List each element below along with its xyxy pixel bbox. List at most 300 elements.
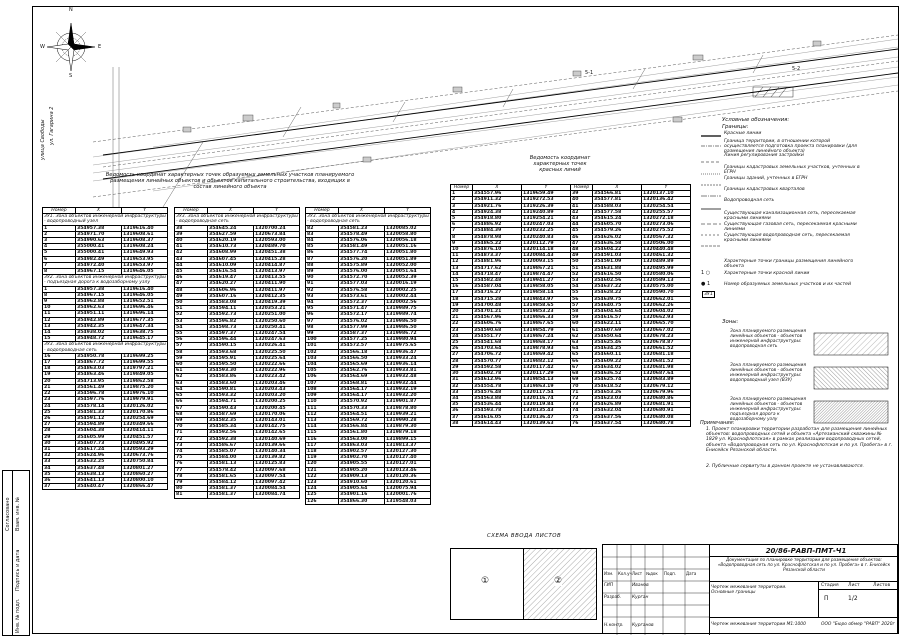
cell-y: 1319853.23 [522,309,571,315]
cell-x: 354590.68 [473,327,522,333]
cell-number: 73 [175,442,208,448]
cell-number: 55 [571,290,593,296]
cell-number: 120 [306,461,339,467]
cell-y: 1320140.69 [254,436,300,442]
cell-y: 1320136.47 [522,414,571,420]
cell-x: 354581.33 [76,409,122,415]
cell-y: 1320075.94 [385,486,431,492]
cell-number: 20 [451,309,473,315]
col-x: X [339,208,385,214]
cell-y: 1319975.65 [385,343,431,349]
cell-y: 1319986.50 [385,324,431,330]
cell-x: 354645.24 [208,225,254,231]
cell-x: 354596.78 [76,391,122,397]
cell-y: 1319858.05 [522,284,571,290]
staff-role-2: Разраб. [604,595,622,600]
title-block [602,544,898,634]
cell-number: 124 [306,486,339,492]
cell-number: 14 [43,330,76,336]
cell-y: 1320084.43 [522,253,571,259]
cell-x: 354598.73 [208,324,254,330]
cell-x: 354967.15 [76,292,122,298]
cell-y: 1320137.10 [642,191,691,197]
cell-x: 354577.99 [339,324,385,330]
cell-number: 8 [43,292,76,298]
cell-x: 354572.70 [339,275,385,281]
cell-y: 1319866.33 [522,315,571,321]
cell-x: 354632.25 [76,459,122,465]
cell-y: 1320240.83 [522,234,571,240]
cell-number: 62 [175,374,208,380]
cell-number: 28 [451,358,473,364]
cell-number: 58 [571,309,593,315]
cell-x: 355000.41 [76,250,122,256]
cell-number: 125 [306,492,339,498]
legend-item: Границы зданий, учтенных в ЕГРН [724,176,808,181]
cell-x: 354591.03 [593,253,642,259]
cell-x: 354902.57 [339,448,385,454]
cell-y: 1319647.34 [122,323,168,329]
cell-number: 26 [43,415,76,421]
cell-number: 102 [306,349,339,355]
cell-number: 72 [571,395,593,401]
cell-y: 1319652.51 [122,299,168,305]
cell-x: 354604.22 [593,247,642,253]
cell-x: 354619.47 [208,275,254,281]
cell-x: 354616.05 [473,414,522,420]
cell-number: 6 [451,222,473,228]
cell-number: 4 [451,209,473,215]
cell-y: 1320127.40 [385,455,431,461]
cell-y: 1319941.27 [522,278,571,284]
cell-number: 49 [571,253,593,259]
cell-y: 1320139.63 [522,420,571,426]
cell-x: 354581.49 [339,244,385,250]
cell-y: 1319882.12 [522,358,571,364]
cell-x: 354866.30 [339,498,385,504]
legend-point-b-symbol: ● 1 [701,281,711,287]
staff-name-1: Иванов [632,583,649,588]
cell-y: 1320084.74 [254,492,300,498]
cell-number: 34 [43,465,76,471]
cell-number: 105 [306,368,339,374]
cell-number: 16 [43,353,76,359]
street-label-2: ул. Гагарина 2 [49,106,55,145]
sheet-label: Лист [848,583,860,588]
cell-y: 1320495.92 [122,440,168,446]
replace-inv-label: Взам. инв. № [15,497,21,531]
cell-y: 1319989.74 [385,312,431,318]
cell-y: 1320272.18 [642,216,691,222]
compass-e-label: E [98,44,102,50]
cell-y: 1320461.32 [642,253,691,259]
zone-item-1: Зона планируемого размещения линейных объектов - объектов инженерной инфраструктуры: водопроводная сеть [730,329,807,349]
cell-y: 1319899.15 [385,436,431,442]
cell-x: 354583.86 [208,374,254,380]
cell-y: 1320203.46 [254,380,300,386]
cell-number: 7 [451,228,473,234]
cell-y: 1320273.06 [642,222,691,228]
cell-number: 30 [451,371,473,377]
cell-number: 9 [451,240,473,246]
cell-number: 5 [43,250,76,256]
cell-y: 1320120.61 [385,479,431,485]
cell-x: 354572.37 [339,300,385,306]
cell-x: 354886.92 [473,222,522,228]
cell-x: 354942.35 [76,323,122,329]
cell-number: 38 [451,420,473,426]
cell-x: 354606.96 [208,287,254,293]
cell-number: 27 [43,422,76,428]
cell-x: 354972.40 [76,262,122,268]
cell-x: 354585.34 [208,424,254,430]
cell-x: 354905.64 [339,486,385,492]
cell-number: 16 [451,284,473,290]
cell-y: 1320254.54 [642,203,691,209]
cell-y: 1320495.99 [642,265,691,271]
cell-y: 1320580.06 [642,271,691,277]
cell-x: 354634.02 [593,364,642,370]
cell-x: 354616.57 [593,315,642,321]
cell-y: 1320866.47 [122,484,168,490]
cell-number: 24 [43,403,76,409]
cell-y: 1320489.70 [254,244,300,250]
cell-x: 354942.89 [76,317,122,323]
cell-x: 354901.16 [339,492,385,498]
cell-y: 1320051.80 [385,250,431,256]
cell-y: 1320414.11 [122,428,168,434]
cell-y: 1320114.18 [522,247,571,253]
cell-x: 354572.17 [339,312,385,318]
cell-number: 92 [306,287,339,293]
cell-number: 10 [43,305,76,311]
cell-number: 26 [451,346,473,352]
cell-y: 1320117.29 [522,371,571,377]
cell-y: 1320680.08 [642,414,691,420]
cell-number: 112 [306,411,339,417]
cell-number: 19 [43,372,76,378]
cell-x: 354563.00 [339,436,385,442]
cell-number: 31 [451,377,473,383]
cell-x: 354990.63 [76,238,122,244]
cell-x: 354637.56 [593,414,642,420]
cell-x: 354865.22 [473,240,522,246]
cell-number: 29 [451,364,473,370]
cell-number: 15 [451,278,473,284]
cell-x: 354641.13 [76,477,122,483]
cell-number: 11 [43,311,76,317]
cell-y: 1320411.90 [254,281,300,287]
cell-y: 1320589.13 [642,278,691,284]
cell-y: 1319933.24 [385,355,431,361]
cell-y: 1320093.15 [522,259,571,265]
cell-x: 354716.27 [473,290,522,296]
cell-y: 1319936.14 [385,362,431,368]
cell-y: 1319869.42 [522,352,571,358]
cell-x: 354604.64 [593,309,642,315]
cell-x: 354566.81 [593,191,642,197]
cell-number: 70 [175,424,208,430]
notes-line-2: 2. Публичные сервитуты в данном проекте не устанавливаются. [706,464,865,469]
cell-y: 1319867.65 [522,321,571,327]
cell-number: 77 [175,467,208,473]
cell-y: 1319608.37 [122,238,168,244]
cell-number: 74 [571,408,593,414]
cell-x: 354637.22 [593,284,642,290]
cell-x: 354715.28 [473,296,522,302]
cell-number: 88 [306,262,339,268]
cell-x: 354584.00 [208,455,254,461]
compass-n-label: N [69,7,73,13]
section-header-row [43,275,168,286]
cell-y: 1319226.39 [522,203,571,209]
cell-x: 354594.11 [208,306,254,312]
cell-x: 354590.15 [208,343,254,349]
col-y: Y [385,208,431,214]
section-header: ЗУ2. Зона объектов инженерной инфраструктуры - подъездная дорога к водозаборному узлу [44,275,166,286]
cell-y: 1320411.97 [254,287,300,293]
cell-number: 72 [175,436,208,442]
cell-x: 354576.58 [339,287,385,293]
cell-number: 46 [571,234,593,240]
cell-y: 1319638.75 [122,330,168,336]
cell-y: 1320451.57 [122,434,168,440]
cell-number: 55 [175,331,208,337]
cell-number: 44 [175,262,208,268]
cell-number: 29 [43,434,76,440]
cell-y: 1320120.36 [385,473,431,479]
cell-number: 60 [571,321,593,327]
sign-date-label: Подпись и дата [15,549,21,591]
cell-number: 118 [306,448,339,454]
section-header: ЗУ3. Зона объектов инженерной инфраструктуры - водопроводная сеть [44,342,166,353]
cell-y: 1320097.68 [254,467,300,473]
cell-number: 21 [43,384,76,390]
cell-x: 355000.41 [76,244,122,250]
cell-number: 13 [451,265,473,271]
cell-number: 114 [306,424,339,430]
cell-number: 60 [175,362,208,368]
cell-x: 354650.64 [593,333,642,339]
staff-role-3: Н.контр. [604,623,624,628]
section-header-row [43,214,168,225]
cell-y: 1320860.27 [122,471,168,477]
table-row [451,420,691,426]
cell-y: 1319854.79 [522,327,571,333]
binding-strip [2,470,30,636]
cell-number: 13 [43,323,76,329]
cell-x: 354938.02 [76,330,122,336]
cell-x: 354596.44 [208,337,254,343]
red-lines-title: Ведомость координат характерных точек красных линий [529,155,591,173]
table-row [175,492,300,498]
cell-x: 354604.38 [76,428,122,434]
cell-x: 354564.69 [339,374,385,380]
cell-x: 354593.78 [473,408,522,414]
cell-y: 1320056.18 [385,238,431,244]
cell-y: 1319879.18 [385,430,431,436]
cell-x: 354596.82 [208,318,254,324]
cell-number: 53 [571,278,593,284]
cell-y: 1319699.25 [122,353,168,359]
cell-y: 1320414.87 [254,262,300,268]
cell-x: 354626.89 [593,402,642,408]
cell-x: 354593.30 [208,368,254,374]
cell-number: 62 [571,333,593,339]
cell-y: 1320662.93 [642,315,691,321]
cell-y: 1320097.54 [254,473,300,479]
cell-y: 1320001.76 [385,492,431,498]
cell-number: 18 [43,366,76,372]
cell-x: 354638.13 [76,471,122,477]
cell-y: 1320255.57 [642,209,691,215]
cell-number: 56 [571,296,593,302]
stage-value: П [824,595,829,602]
cell-y: 1320002.25 [385,287,431,293]
cell-y: 1319653.97 [122,262,168,268]
cell-number: 74 [175,448,208,454]
cell-y: 1320419.39 [254,300,300,306]
cell-number: 61 [571,327,593,333]
cell-x: 354717.62 [473,265,522,271]
legend-item: Линия регулирования застройки [724,153,804,158]
legend-item: Граница территории, в отношении которой осуществляется подготовка проекта планировки (для размещения линейного объекта) [724,139,857,155]
cell-number: 28 [43,428,76,434]
cell-x: 354703.64 [473,346,522,352]
cell-x: 354592.58 [473,364,522,370]
cell-y: 1320222.66 [254,362,300,368]
cell-y: 1319933.81 [385,368,431,374]
cell-y: 1320142.75 [254,424,300,430]
cell-y: 1319616.40 [122,225,168,231]
cell-x: 354909.13 [339,473,385,479]
compass-s-label: S [69,73,73,79]
cell-number: 119 [306,455,339,461]
cell-y: 1320203.20 [254,393,300,399]
cell-number: 76 [571,420,593,426]
cell-y: 1320801.27 [122,465,168,471]
role-header: Подп. [664,571,677,576]
cell-y: 1319932.44 [385,380,431,386]
cell-x: 354564.17 [339,386,385,392]
cell-x: 354602.56 [593,278,642,284]
cell-y: 1319858.14 [522,290,571,296]
cell-number: 66 [571,358,593,364]
cell-x: 354568.81 [339,380,385,386]
cell-x: 354700.48 [473,302,522,308]
cell-y: 1320125.83 [254,461,300,467]
cell-x: 354616.50 [593,271,642,277]
cell-y: 1320700.24 [254,225,300,231]
cell-x: 354597.76 [76,397,122,403]
scale-mark-1: 5-1 [585,70,594,76]
cell-y: 1320254.69 [122,415,168,421]
cell-x: 354902.70 [339,455,385,461]
cell-y: 1319608.24 [122,244,168,250]
cell-y: 1319240.89 [522,209,571,215]
cell-x: 354594.71 [208,399,254,405]
cell-y: 1320567.32 [642,234,691,240]
cell-x: 354606.76 [473,321,522,327]
cell-y: 1319797.21 [122,366,168,372]
cell-x: 354637.48 [76,465,122,471]
cell-x: 354950.78 [76,353,122,359]
cell-y: 1319901.87 [385,399,431,405]
cell-number: 70 [571,383,593,389]
cell-number: 58 [175,349,208,355]
inv-label: Инв. № подл. [15,598,21,633]
cell-number: 11 [451,253,473,259]
cell-number: 64 [571,346,593,352]
legend-parcel-symbol: 3У1 [704,292,713,297]
cell-y: 1319608.61 [122,231,168,237]
cell-x: 354921.76 [473,203,522,209]
cell-y: 1319874.47 [522,271,571,277]
cell-number: 69 [175,417,208,423]
cell-x: 354639.75 [593,296,642,302]
cell-y: 1320440.48 [642,247,691,253]
cell-x: 354588.03 [593,203,642,209]
legend-item: Характерные точки границы размещения линейного объекта [724,259,854,270]
main-table-title: Ведомость координат характерных точек образуемых земельных участков планируемого размещения линейных объектов и объектов капитального строительства, входящих в состав линейного объекта [105,172,355,190]
role-header: Кол.уч [618,571,632,576]
cell-x: 354581.37 [208,486,254,492]
cell-x: 354863.03 [76,366,122,372]
cell-y: 1319875.20 [122,384,168,390]
cell-y: 1319939.21 [385,411,431,417]
cell-x: 354615.24 [593,216,642,222]
cell-x: 354557.96 [473,191,522,197]
cell-number: 6 [43,256,76,262]
cell-y: 1320575.00 [642,284,691,290]
cell-number: 46 [175,275,208,281]
cell-number: 86 [306,250,339,256]
cell-x: 354618.52 [593,383,642,389]
cell-y: 1320673.84 [254,231,300,237]
cell-y: 1320203.43 [254,386,300,392]
cell-y: 1320604.02 [642,309,691,315]
cell-number: 22 [43,391,76,397]
cell-x: 354881.96 [473,259,522,265]
cell-y: 1319254.21 [522,216,571,222]
cell-y: 1319645.17 [122,336,168,342]
col-number: Номер [175,208,208,214]
cell-number: 84 [306,238,339,244]
cell-x: 354577.58 [593,209,642,215]
cell-number: 34 [451,395,473,401]
cell-y: 1319878.93 [522,346,571,352]
cell-y: 1319696.14 [122,311,168,317]
legend-point-a-symbol: 1 ○ [701,270,711,276]
cell-number: 8 [43,269,76,275]
cell-number: 53 [175,318,208,324]
cell-y: 1319646.05 [122,269,168,275]
cell-x: 354562.76 [339,368,385,374]
cell-x: 354594.89 [76,422,122,428]
cell-y: 1320681.52 [642,358,691,364]
col-y: Y [642,185,691,191]
sheet-value: 1/2 [848,595,858,602]
section-header: ЗУ3. Зона объектов инженерной инфраструктуры - водопроводная сеть [176,214,298,225]
cell-x: 354957.38 [76,225,122,231]
cell-number: 3 [43,238,76,244]
cell-number: 38 [175,225,208,231]
cell-number: 39 [571,191,593,197]
cell-y: 1320593.00 [254,238,300,244]
cell-y: 1320139.66 [254,442,300,448]
cell-y: 1320247.63 [254,337,300,343]
cell-number: 1 [43,286,76,292]
